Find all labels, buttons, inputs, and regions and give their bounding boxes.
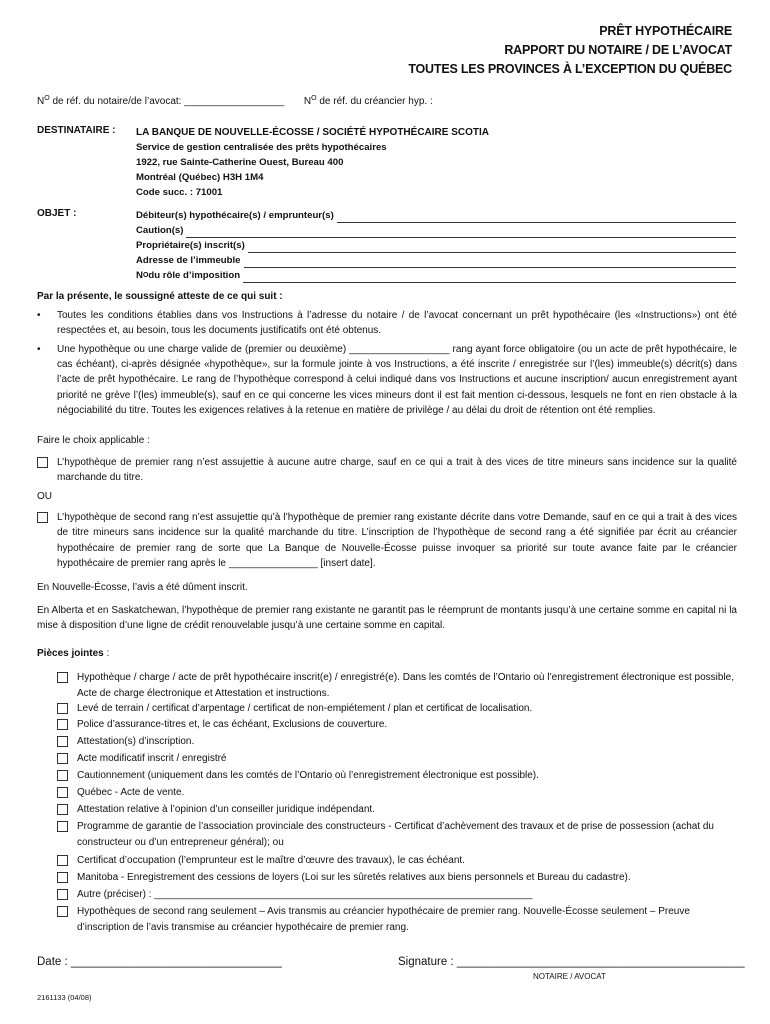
second-rank-checkbox[interactable]: [37, 512, 48, 523]
property-address-field[interactable]: Adresse de l’immeuble: [136, 253, 736, 268]
attachment-checkbox[interactable]: [57, 703, 68, 714]
attachment-item: Certificat d’occupation (l’emprunteur est le maître d’œuvre des travaux), le cas échéant.: [57, 853, 742, 869]
attachment-item: Acte modificatif inscrit / enregistré: [57, 751, 742, 767]
first-rank-checkbox[interactable]: [37, 457, 48, 468]
choice-first-rank: L’hypothèque de premier rang n’est assujettie à aucune autre charge, sauf en ce qui a trait à des vices de titre mineurs sans incidence sur la qualité marchande du titre.: [37, 455, 737, 486]
header-title: PRÊT HYPOTHÉCAIRE: [599, 24, 732, 38]
attachment-checkbox[interactable]: [57, 753, 68, 764]
destinataire-label: DESTINATAIRE :: [37, 125, 116, 136]
bullet-conditions: • Toutes les conditions établies dans vos Instructions à l’adresse du notaire / de l’avocat concernant un prêt hypothécaire (les «Instructions») ont été respectées et, au besoin, tous les documents justificatifs ont été obtenus.: [37, 310, 737, 337]
attachment-checkbox[interactable]: [57, 804, 68, 815]
attachment-checkbox[interactable]: [57, 736, 68, 747]
attachment-item: Attestation relative à l’opinion d’un conseiller juridique indépendant.: [57, 802, 742, 818]
choice-second-rank: L’hypothèque de second rang n’est assujettie qu’à l’hypothèque de premier rang existante décrite dans votre Demande, sauf en ce qui a trait à des vices de titre mineurs sans incidence sur la qualité marchande du titre. L’inscription de l’hypothèque de second rang a été signifiée par écrit au créancier hypothécaire de premier rang de sorte que La Banque de Nouvelle-Écosse puisse invoquer sa priorité sur toute avance faite par le créancier hypothécaire de premier rang après le ________________ [insert date].: [37, 510, 737, 572]
signature-field[interactable]: Signature : _____________________________________________: [398, 956, 745, 968]
attachment-item: Hypothèques de second rang seulement – Avis transmis au créancier hypothécaire de premier rang. Nouvelle-Écosse seulement – Preuve d’inscription de l’avis transmise au créancier hypothécaire de premier rang.: [57, 904, 742, 935]
attachment-checkbox[interactable]: [57, 719, 68, 730]
reference-numbers: $N^O$ de réf. du notaire/de l’avocat: __________________ $N^O$ de réf. du créancier hyp. :: [37, 95, 433, 107]
attachment-item: Hypothèque / charge / acte de prêt hypothécaire inscrit(e) / enregistré(e). Dans les comtés de l’Ontario où l’enregistrement électronique est possible, Acte de charge électronique et Attestation et instructions.: [57, 670, 742, 701]
signature-caption: NOTAIRE / AVOCAT: [533, 972, 606, 981]
alberta-note: En Alberta et en Saskatchewan, l’hypothèque de premier rang existante ne garantit pas le réemprunt de montants jusqu’à une certaine somme en capital ni la mise à disposition d’une ligne de crédit renouvelable jusqu’à une certaine somme en capital.: [37, 605, 737, 631]
header-scope: TOUTES LES PROVINCES À L’EXCEPTION DU QUÉBEC: [408, 62, 732, 76]
objet-fields: [136, 208, 736, 283]
borrower-field[interactable]: Débiteur(s) hypothécaire(s) / emprunteur(s): [136, 208, 736, 223]
attachment-item: Manitoba - Enregistrement des cessions de loyers (Loi sur les sûretés relatives aux biens personnels et Bureau du cadastre).: [57, 870, 742, 886]
tax-roll-field[interactable]: N O du rôle d’imposition: [136, 268, 736, 283]
date-field[interactable]: Date : _________________________________: [37, 956, 282, 968]
attachment-checkbox[interactable]: [57, 770, 68, 781]
or-label: OU: [37, 491, 52, 502]
attachment-checkbox[interactable]: [57, 855, 68, 866]
guarantor-field[interactable]: Caution(s): [136, 223, 736, 238]
attachment-item: Attestation(s) d’inscription.: [57, 734, 742, 750]
nova-scotia-note: En Nouvelle-Écosse, l’avis a été dûment inscrit.: [37, 582, 248, 593]
attachment-checkbox[interactable]: [57, 672, 68, 683]
attachment-checkbox[interactable]: [57, 821, 68, 832]
attachment-item: Autre (préciser) : ____________________________________________________________________: [57, 887, 742, 903]
attachment-checkbox[interactable]: [57, 889, 68, 900]
creditor-ref-field[interactable]: de réf. du créancier hyp. :: [316, 96, 433, 107]
attachment-item: Programme de garantie de l’association provinciale des constructeurs - Certificat d’achèvement des travaux et de prise de possession (achat du constructeur ou d’un entrepreneur général); ou: [57, 819, 742, 850]
notary-ref-field[interactable]: de réf. du notaire/de l’avocat: __________________: [49, 96, 285, 107]
destinataire-address: LA BANQUE DE NOUVELLE-ÉCOSSE / SOCIÉTÉ HYPOTHÉCAIRE SCOTIA Service de gestion centralisée des prêts hypothécaires 1922, rue Sainte-Catherine Ouest, Bureau 400 Montréal (Québec) H3H 1M4 Code succ. : 71001: [136, 127, 489, 198]
document-header: [408, 22, 732, 79]
attachment-item: Police d’assurance-titres et, le cas échéant, Exclusions de couverture.: [57, 717, 742, 733]
form-code: 2161133 (04/08): [37, 993, 92, 1002]
attachment-item: Québec - Acte de vente.: [57, 785, 742, 801]
attachment-checkbox[interactable]: [57, 787, 68, 798]
attachment-checkbox[interactable]: [57, 906, 68, 917]
attachment-item: Cautionnement (uniquement dans les comtés de l’Ontario où l’enregistrement électronique est possible).: [57, 768, 742, 784]
attachment-checkbox[interactable]: [57, 872, 68, 883]
owner-field[interactable]: Propriétaire(s) inscrit(s): [136, 238, 736, 253]
attestation-intro: Par la présente, le soussigné atteste de ce qui suit :: [37, 291, 283, 302]
attachments-heading: Pièces jointes :: [37, 648, 110, 659]
attachment-item: Levé de terrain / certificat d’arpentage / certificat de non-empiétement / plan et certificat de localisation.: [57, 701, 742, 717]
bullet-hypotheque: • Une hypothèque ou une charge valide de (premier ou deuxième) __________________ rang ayant force obligatoire (ou un acte de prêt hypothécaire, le cas échéant), ci-après désignée «hypothèque», sur la formule jointe à vos Instructions, a été inscrite / enregistrée sur l’(les) immeuble(s) décrit(s) dans l’acte de prêt hypothécaire. Le rang de l’hypothèque correspond à celui indiqué dans vos Instructions et aucune inscription/ aucun enregistrement ayant priorité ne grève l’(les) immeuble(s), sauf en ce qui concerne les vices mineurs dont il est fait mention ci-dessous, lesquels ne font en rien obstacle à la négociabilité du titre. Toutes les exigences relatives à la retenue en matière de privilège / au délai du droit de rétention ont été remplies.: [37, 344, 737, 416]
header-subtitle: RAPPORT DU NOTAIRE / DE L’AVOCAT: [504, 43, 732, 57]
choose-label: Faire le choix applicable :: [37, 435, 150, 446]
objet-label: OBJET :: [37, 208, 77, 219]
